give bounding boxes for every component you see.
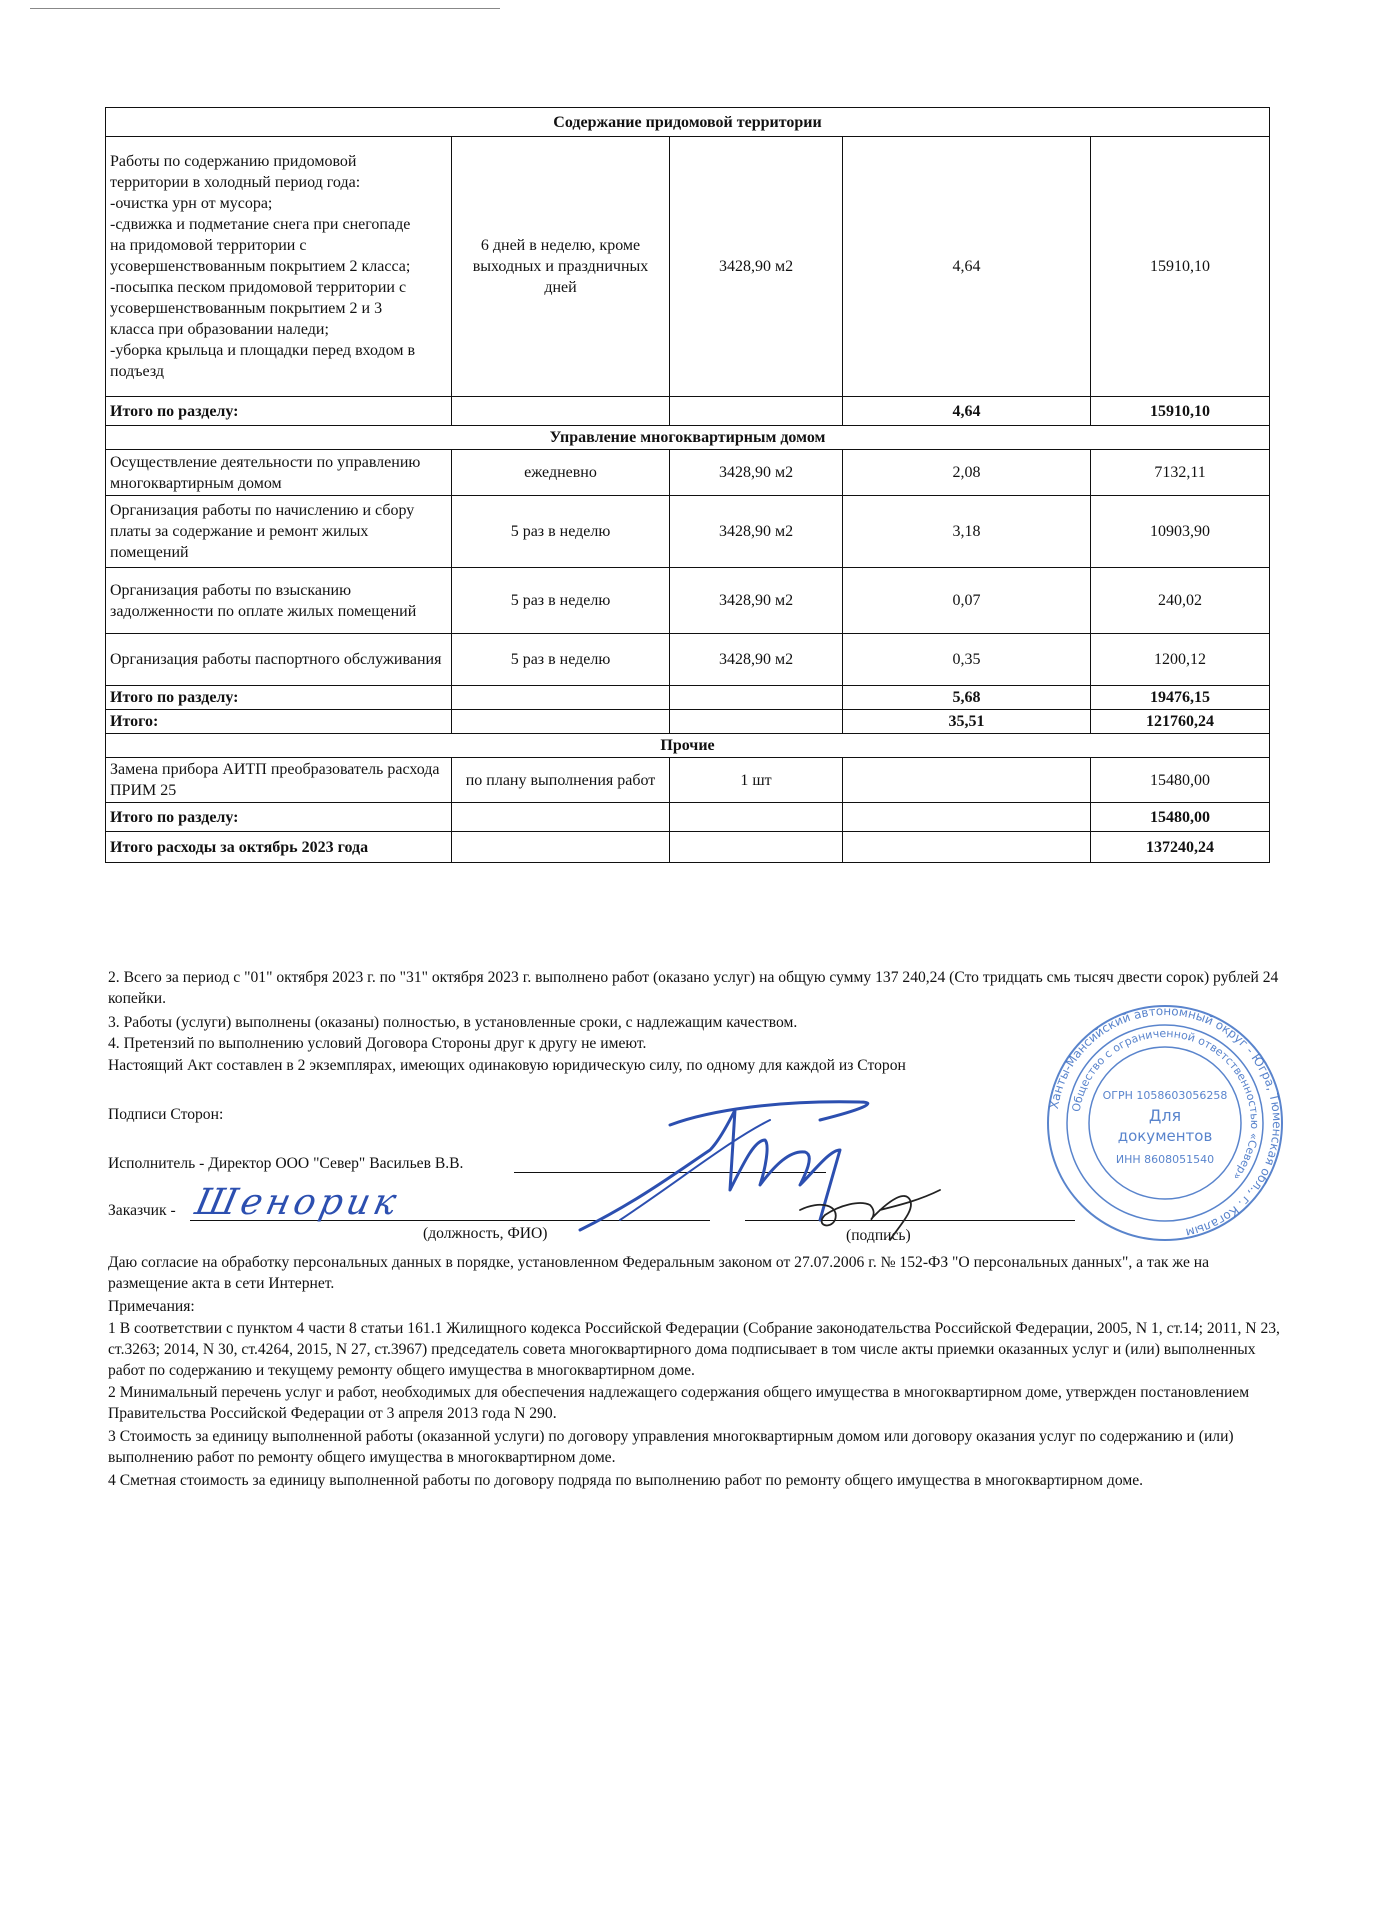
service-line: -очистка урн от мусора; [110, 195, 273, 212]
stamp-center-line2: документов [1117, 1127, 1213, 1145]
section-header-other [106, 734, 1270, 758]
top-rule [30, 8, 500, 9]
total-sum: 15480,00 [1091, 803, 1270, 832]
expenses-table [105, 107, 1270, 863]
rate-cell: 0,35 [843, 634, 1091, 686]
frequency-cell: 5 раз в неделю [452, 634, 670, 686]
service-line: территории в холодный период года: [110, 174, 361, 191]
area-cell: 3428,90 м2 [670, 450, 843, 496]
paragraph-quality: 3. Работы (услуги) выполнены (оказаны) полностью, в установленные сроки, с надлежащим качеством. [108, 1014, 798, 1031]
signatures-title: Подписи Сторон: [108, 1106, 224, 1123]
sum-cell: 1200,12 [1091, 634, 1270, 686]
consent-paragraph: Даю согласие на обработку персональных данных в порядке, установленном Федеральным законом от 27.07.2006 г. № 152-ФЗ "О персональных данных", а так же на размещение акта в сети Интернет. [108, 1254, 1210, 1292]
total-rate: 35,51 [843, 710, 1091, 734]
note-2: 2 Минимальный перечень услуг и работ, необходимых для обеспечения надлежащего содержания общего имущества в многоквартирном доме, утвержден постановлением Правительства Российской Федерации от 3 апреля 2013 года N 290. [108, 1384, 1250, 1422]
sum-cell: 15910,10 [1091, 137, 1270, 397]
company-stamp [1045, 1003, 1285, 1243]
total-rate: 5,68 [843, 686, 1091, 710]
frequency-cell: 5 раз в неделю [452, 496, 670, 568]
stamp-inn: ИНН 8608051540 [1115, 1153, 1215, 1166]
rate-cell: 4,64 [843, 137, 1091, 397]
total-label: Итого: [106, 710, 452, 734]
customer-label: Заказчик - [108, 1202, 176, 1219]
service-line: -сдвижка и подметание снега при снегопаде [110, 216, 411, 233]
total-sum: 19476,15 [1091, 686, 1270, 710]
total-sum: 15910,10 [1091, 397, 1270, 426]
total-label: Итого по разделу: [106, 397, 452, 426]
rate-cell: 3,18 [843, 496, 1091, 568]
table-row [106, 137, 1270, 397]
section-title: Управление многоквартирным домом [106, 426, 1270, 450]
stamp-outer-text: Ханты-Мансийский автономный округ - Югра, Тюменская обл., г. Когалым [1046, 1003, 1285, 1240]
section-title: Содержание придомовой территории [106, 108, 1270, 137]
service-name: Организация работы паспортного обслуживания [106, 634, 452, 686]
signature-caption: (подпись) [846, 1227, 911, 1244]
service-line: усовершенствованным покрытием 2 и 3 [110, 300, 383, 317]
total-label: Итого по разделу: [106, 803, 452, 832]
sum-cell: 10903,90 [1091, 496, 1270, 568]
total-label: Итого по разделу: [106, 686, 452, 710]
service-line: -уборка крыльца и площадки перед входом в [110, 342, 416, 359]
paragraph-claims: 4. Претензий по выполнению условий Договора Стороны друг к другу не имеют. [108, 1035, 647, 1052]
table-row [106, 450, 1270, 496]
rate-cell: 2,08 [843, 450, 1091, 496]
note-3: 3 Стоимость за единицу выполненной работы (оказанной услуги) по договору управления многоквартирным домом или договору оказания услуг по содержанию и (или) выполнению работ по ремонту общего имущества в многоквартирном доме. [108, 1428, 1234, 1466]
section-total-row [106, 686, 1270, 710]
total-sum: 121760,24 [1091, 710, 1270, 734]
service-name: Осуществление деятельности по управлению многоквартирным домом [106, 450, 452, 496]
customer-signature [790, 1170, 960, 1250]
table-row [106, 496, 1270, 568]
executor-label: Исполнитель - Директор ООО "Север" Васильев В.В. [108, 1155, 464, 1172]
service-line: на придомовой территории с [110, 237, 307, 254]
section-total-row [106, 397, 1270, 426]
frequency-cell: 5 раз в неделю [452, 568, 670, 634]
october-total-row [106, 832, 1270, 863]
total-rate: 4,64 [843, 397, 1091, 426]
total-label: Итого расходы за октябрь 2023 года [106, 832, 452, 863]
service-line: Работы по содержанию придомовой [110, 153, 357, 170]
paragraph-copies: Настоящий Акт составлен в 2 экземплярах, имеющих одинаковую юридическую силу, по одному для каждой из Сторон [108, 1057, 906, 1074]
service-name: Замена прибора АИТП преобразователь расхода ПРИМ 25 [106, 758, 452, 803]
table-row [106, 634, 1270, 686]
table-row [106, 568, 1270, 634]
notes-title: Примечания: [108, 1298, 195, 1315]
grand-total-row [106, 710, 1270, 734]
area-cell: 3428,90 м2 [670, 634, 843, 686]
service-name [106, 137, 452, 397]
frequency-cell: по плану выполнения работ [452, 758, 670, 803]
customer-handwritten-name: Шенорик [191, 1182, 404, 1223]
sum-cell: 240,02 [1091, 568, 1270, 634]
rate-cell [843, 758, 1091, 803]
note-1: 1 В соответствии с пунктом 4 части 8 статьи 161.1 Жилищного кодекса Российской Федерации (Собрание законодательства Российской Федерации, 2005, N 1, ст.14; 2011, N 23, ст.3263; 2014, N 30, ст.4264, 2015, N 27, ст.3967) председатель совета многоквартирного дома подписывает в том числе акты приемки оказанных услуг и (или) выполненных работ по содержанию и текущему ремонту общего имущества в многоквартирном доме. [108, 1320, 1280, 1379]
section-header-territory [106, 108, 1270, 137]
service-line: -посыпка песком придомовой территории с [110, 279, 407, 296]
section-header-management [106, 426, 1270, 450]
stamp-ogrn: ОГРН 1058603056258 [1102, 1089, 1228, 1102]
table-row [106, 758, 1270, 803]
frequency-cell: ежедневно [452, 450, 670, 496]
section-title: Прочие [106, 734, 1270, 758]
stamp-middle-text: Общество с ограниченной ответственностью «Север» [1069, 1026, 1262, 1183]
service-line: усовершенствованным покрытием 2 класса; [110, 258, 411, 275]
service-line: класса при образовании наледи; [110, 321, 329, 338]
rate-cell: 0,07 [843, 568, 1091, 634]
area-cell: 3428,90 м2 [670, 568, 843, 634]
service-line: подъезд [110, 363, 164, 380]
sum-cell: 7132,11 [1091, 450, 1270, 496]
position-caption: (должность, ФИО) [423, 1225, 548, 1242]
paragraph-total-amount: 2. Всего за период с "01" октября 2023 г. по "31" октября 2023 г. выполнено работ (оказано услуг) на общую сумму 137 240,24 (Сто тридцать смь тысяч двести сорок) рублей 24 копейки. [108, 969, 1279, 1007]
area-cell: 1 шт [670, 758, 843, 803]
area-cell: 3428,90 м2 [670, 496, 843, 568]
section-total-row [106, 803, 1270, 832]
service-name: Организация работы по начислению и сбору платы за содержание и ремонт жилых помещений [106, 496, 452, 568]
note-4: 4 Сметная стоимость за единицу выполненной работы по договору подряда по выполнению работ по ремонту общего имущества в многоквартирном доме. [108, 1472, 1144, 1489]
area-cell: 3428,90 м2 [670, 137, 843, 397]
sum-cell: 15480,00 [1091, 758, 1270, 803]
service-name: Организация работы по взысканию задолженности по оплате жилых помещений [106, 568, 452, 634]
frequency-cell: 6 дней в неделю, кроме выходных и праздничных дней [452, 137, 670, 397]
stamp-center-line1: Для [1148, 1106, 1182, 1125]
total-sum: 137240,24 [1091, 832, 1270, 863]
